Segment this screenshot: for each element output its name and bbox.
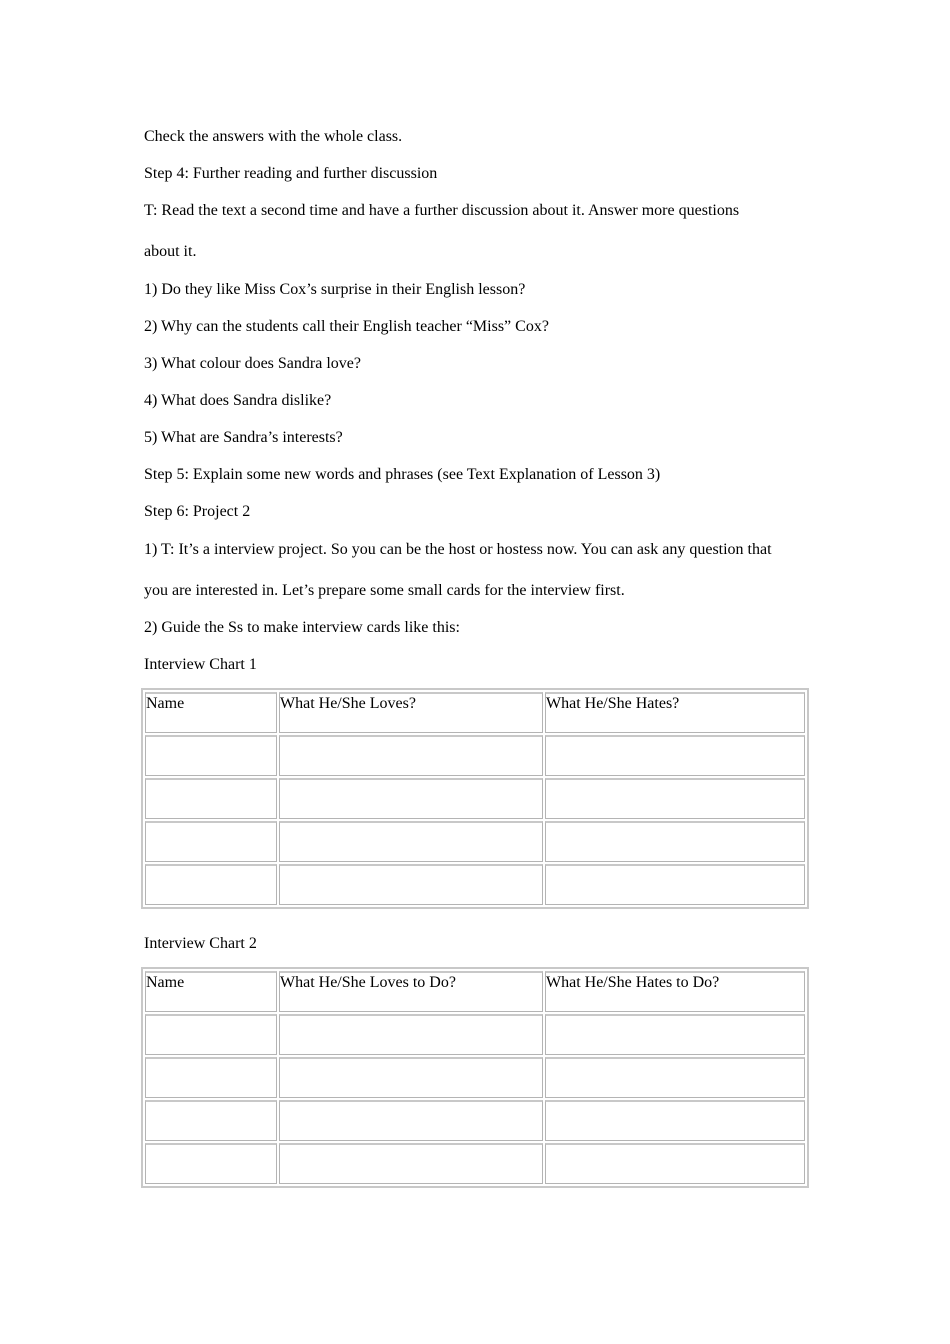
table-row <box>145 1100 805 1141</box>
table-header-row <box>145 692 805 733</box>
question-item: 5) What are Sandra’s interests? <box>144 429 343 446</box>
table-cell[interactable] <box>279 1014 543 1055</box>
table-header-cell: What He/She Hates? <box>545 692 805 733</box>
step-heading: Step 6: Project 2 <box>144 503 251 520</box>
table-cell[interactable] <box>279 735 543 776</box>
table-row <box>145 821 805 862</box>
table-header-cell: What He/She Loves to Do? <box>279 971 543 1012</box>
table-cell[interactable] <box>145 821 277 862</box>
step-heading: Step 5: Explain some new words and phrases (see Text Explanation of Lesson 3) <box>144 466 661 483</box>
text-line: 1) T: It’s a interview project. So you can be the host or hostess now. You can ask any question that <box>144 541 772 558</box>
table-cell[interactable] <box>545 1143 805 1184</box>
text-line: Check the answers with the whole class. <box>144 128 403 145</box>
table-row <box>145 778 805 819</box>
table-cell[interactable] <box>279 864 543 905</box>
question-item: 4) What does Sandra dislike? <box>144 392 332 409</box>
table-cell[interactable] <box>279 1143 543 1184</box>
table-cell[interactable] <box>545 1057 805 1098</box>
table-cell[interactable] <box>545 821 805 862</box>
text-line: T: Read the text a second time and have a further discussion about it. Answer more questions <box>144 202 740 219</box>
table-cell[interactable] <box>279 778 543 819</box>
table-cell[interactable] <box>545 864 805 905</box>
table-cell[interactable] <box>145 778 277 819</box>
table-header-cell: Name <box>145 971 277 1012</box>
text-line: you are interested in. Let’s prepare some small cards for the interview first. <box>144 582 625 599</box>
table-cell[interactable] <box>279 1057 543 1098</box>
question-item: 2) Why can the students call their English teacher “Miss” Cox? <box>144 318 549 335</box>
table-row <box>145 1014 805 1055</box>
question-item: 1) Do they like Miss Cox’s surprise in their English lesson? <box>144 281 526 298</box>
table-header-cell: What He/She Loves? <box>279 692 543 733</box>
table-cell[interactable] <box>145 1057 277 1098</box>
interview-chart-2 <box>141 967 809 1188</box>
table-cell[interactable] <box>545 1100 805 1141</box>
question-item: 3) What colour does Sandra love? <box>144 355 361 372</box>
table-header-cell: Name <box>145 692 277 733</box>
text-line: 2) Guide the Ss to make interview cards like this: <box>144 619 460 636</box>
text-line: about it. <box>144 243 197 260</box>
table-row <box>145 735 805 776</box>
table-cell[interactable] <box>145 1014 277 1055</box>
table-cell[interactable] <box>545 778 805 819</box>
table-row <box>145 1057 805 1098</box>
table-cell[interactable] <box>545 735 805 776</box>
chart-title: Interview Chart 1 <box>144 656 257 673</box>
table-row <box>145 864 805 905</box>
table-cell[interactable] <box>545 1014 805 1055</box>
table-header-cell: What He/She Hates to Do? <box>545 971 805 1012</box>
step-heading: Step 4: Further reading and further discussion <box>144 165 438 182</box>
table-row <box>145 1143 805 1184</box>
chart-title: Interview Chart 2 <box>144 935 257 952</box>
table-cell[interactable] <box>145 735 277 776</box>
table-header-row <box>145 971 805 1012</box>
table-cell[interactable] <box>145 1100 277 1141</box>
interview-chart-1 <box>141 688 809 909</box>
table-cell[interactable] <box>145 1143 277 1184</box>
table-cell[interactable] <box>279 1100 543 1141</box>
table-cell[interactable] <box>145 864 277 905</box>
table-cell[interactable] <box>279 821 543 862</box>
